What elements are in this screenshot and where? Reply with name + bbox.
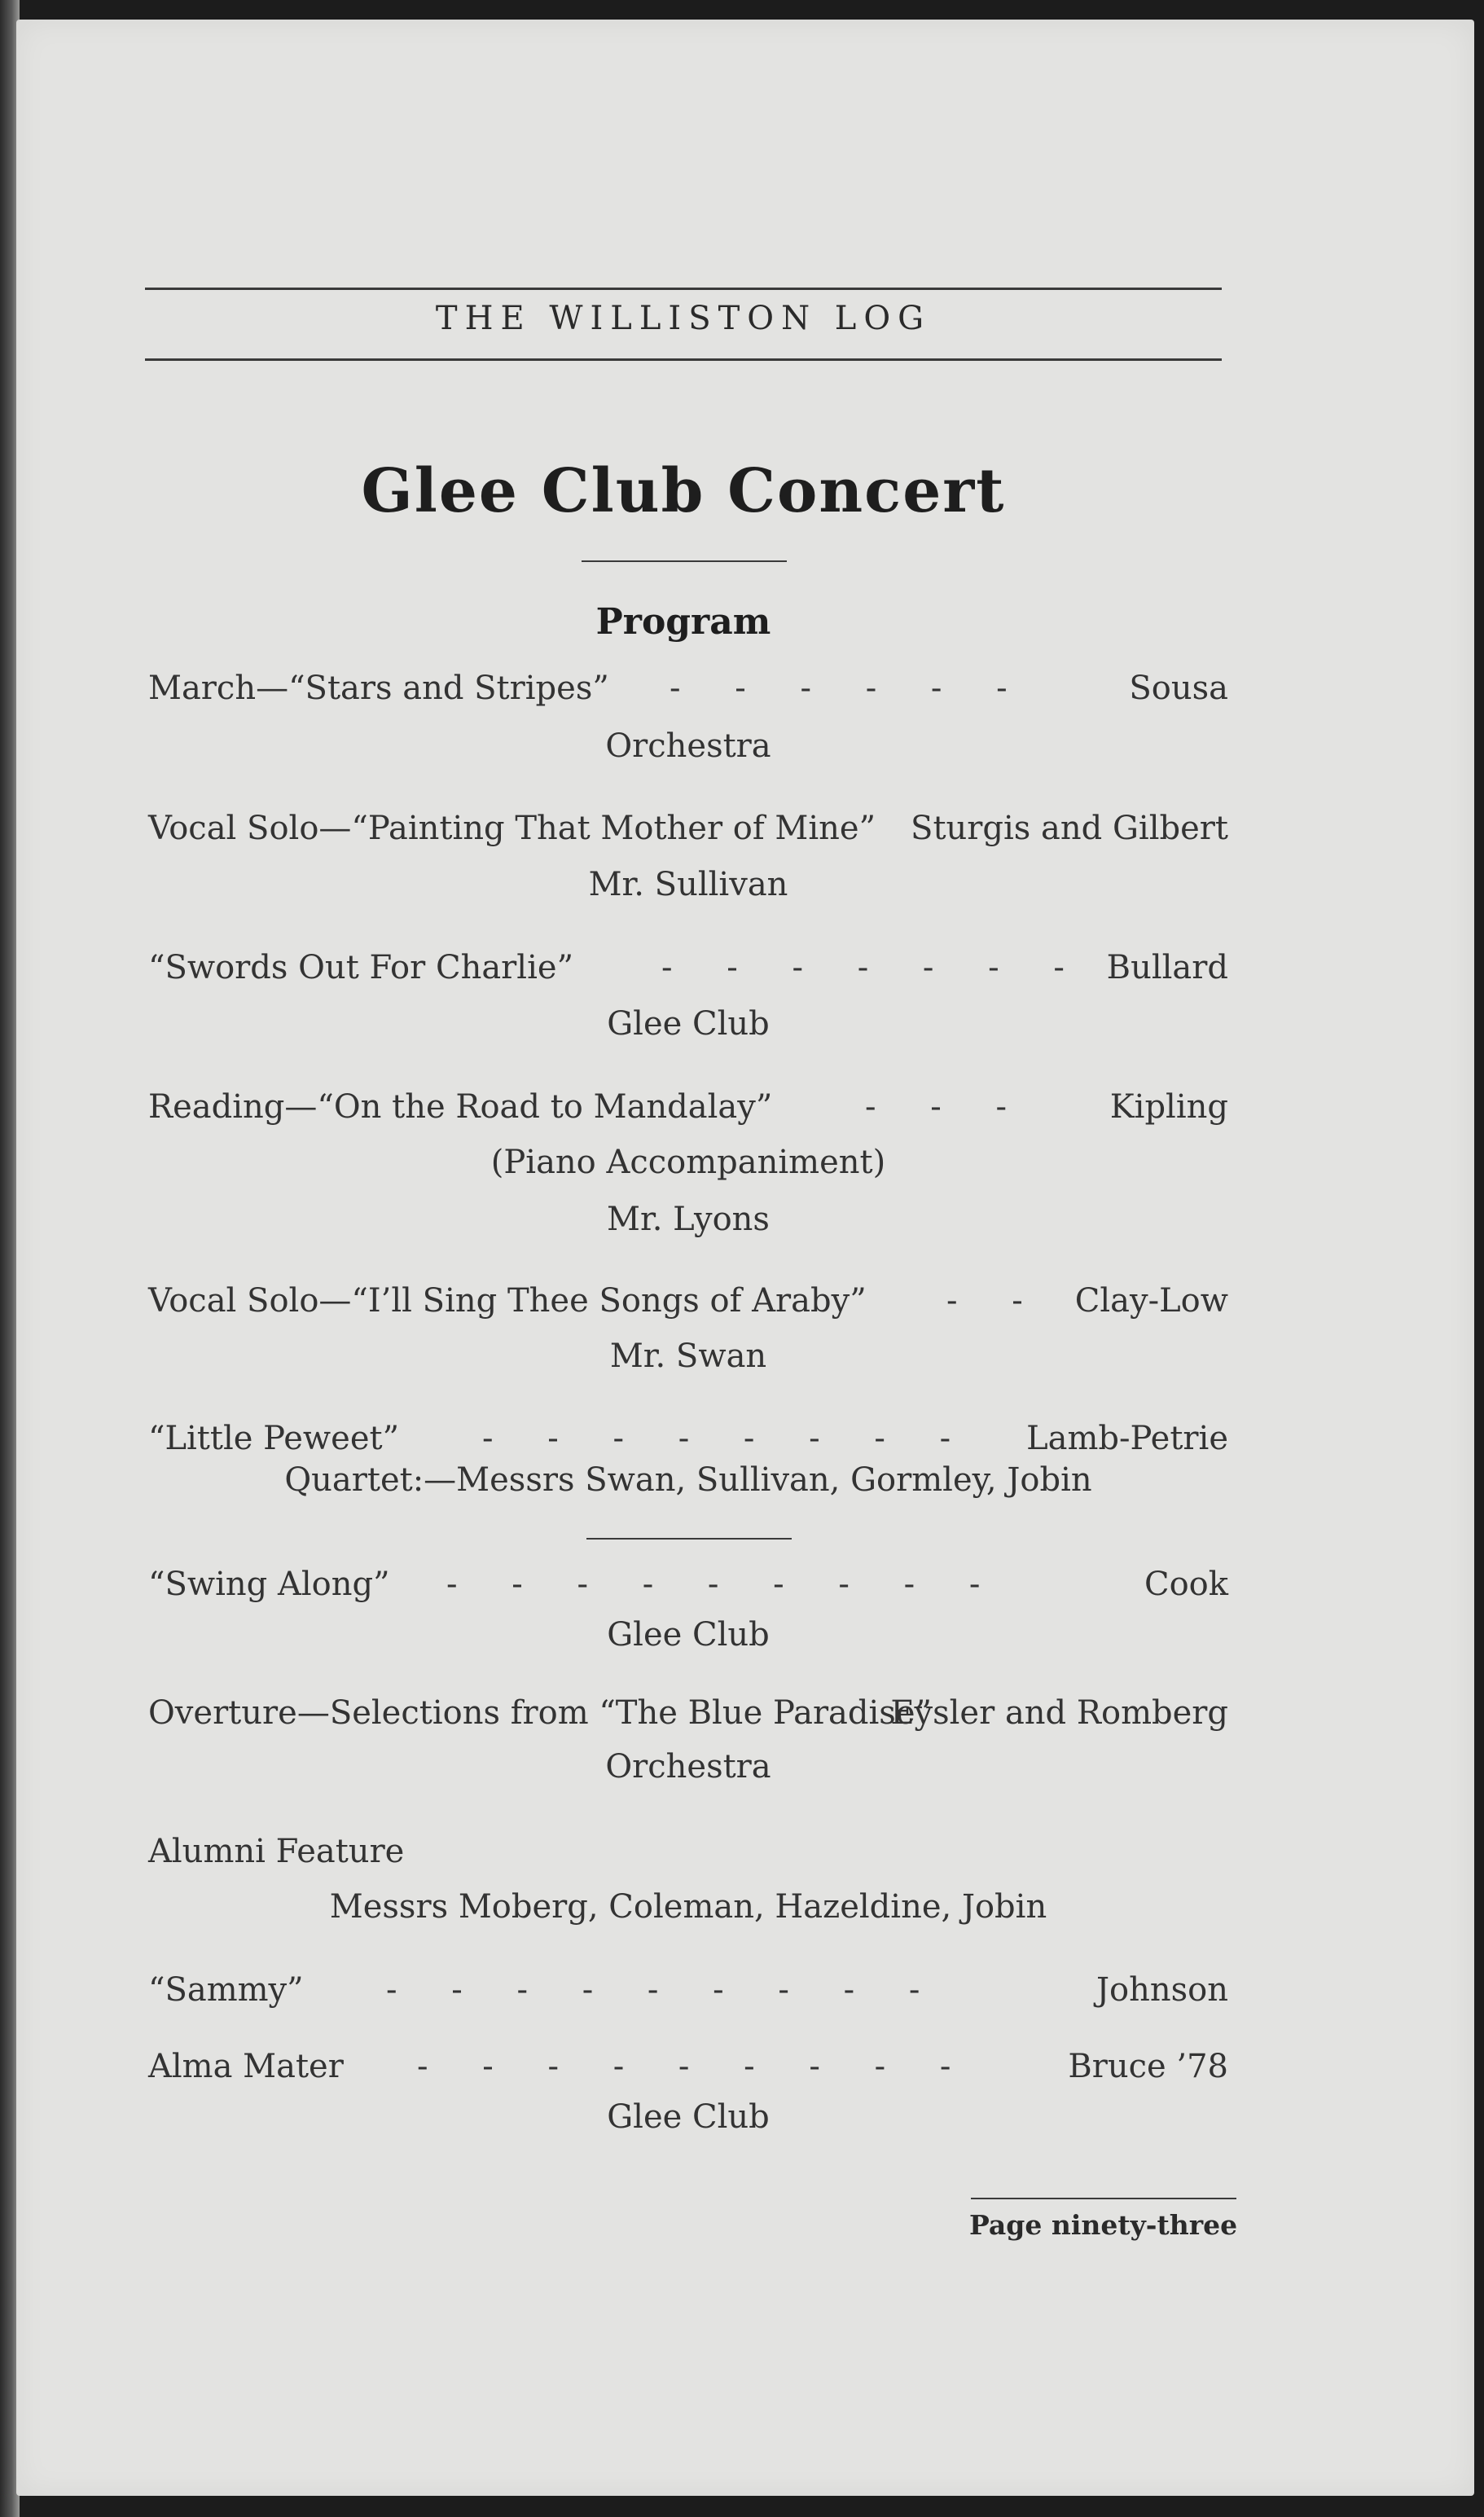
composer: Clay-Low xyxy=(1074,1282,1228,1320)
dash-leader: - - - - - - - xyxy=(661,949,1065,986)
performer: Mr. Sullivan xyxy=(588,866,788,903)
piece-title: “Swing Along” xyxy=(148,1566,390,1603)
piece-title: Alumni Feature xyxy=(148,1833,405,1870)
section-divider xyxy=(586,1538,792,1540)
composer: Johnson xyxy=(1095,1971,1228,2009)
page-number: Page ninety-three xyxy=(969,2209,1238,2241)
piece-title: Vocal Solo—“Painting That Mother of Mine” xyxy=(148,810,876,847)
composer: Kipling xyxy=(1109,1088,1228,1126)
composer: Lamb-Petrie xyxy=(1026,1420,1228,1457)
composer: Bruce ’78 xyxy=(1068,2048,1228,2085)
program-item xyxy=(148,1694,1228,1740)
performer: Glee Club xyxy=(607,1616,770,1654)
dash-leader: - - - - - - - - - xyxy=(446,1566,981,1603)
composer: Bullard xyxy=(1106,949,1228,986)
performer: Mr. Swan xyxy=(609,1338,767,1375)
program-item xyxy=(148,1088,1228,1134)
dash-leader: - - - - - - xyxy=(670,670,1008,707)
piece-title: March—“Stars and Stripes” xyxy=(148,670,609,707)
title-underline xyxy=(582,560,787,562)
dash-leader: - - - - - - - - xyxy=(482,1420,951,1457)
performer: Orchestra xyxy=(605,727,771,765)
dash-leader: - - - xyxy=(865,1088,1007,1126)
piece-title: “Sammy” xyxy=(148,1971,304,2009)
program-item xyxy=(148,1420,1228,1465)
footer-rule xyxy=(971,2198,1236,2199)
piece-title: “Little Peweet” xyxy=(148,1420,400,1457)
composer: Sousa xyxy=(1129,670,1228,707)
performer: Messrs Moberg, Coleman, Hazeldine, Jobin xyxy=(329,1888,1047,1926)
program-item xyxy=(148,1833,1228,1878)
piece-title: Reading—“On the Road to Mandalay” xyxy=(148,1088,773,1126)
performer: Mr. Lyons xyxy=(607,1201,770,1238)
program-item xyxy=(148,670,1228,715)
composer: Sturgis and Gilbert xyxy=(911,810,1228,847)
header-bottom-rule xyxy=(145,358,1222,361)
performer: Glee Club xyxy=(607,2098,770,2136)
dash-leader: - - - - - - - - - xyxy=(386,1971,920,2009)
program-heading: Program xyxy=(595,601,771,643)
piece-title: Alma Mater xyxy=(148,2048,344,2085)
header-top-rule xyxy=(145,288,1222,290)
running-head: THE WILLISTON LOG xyxy=(435,300,932,337)
piece-title: “Swords Out For Charlie” xyxy=(148,949,574,986)
program-item xyxy=(148,1971,1228,2017)
composer: Eysler and Romberg xyxy=(890,1694,1228,1732)
program-item xyxy=(148,1566,1228,1611)
program-item xyxy=(148,949,1228,995)
performance-note: (Piano Accompaniment) xyxy=(490,1144,886,1181)
performer: Orchestra xyxy=(605,1748,771,1786)
dash-leader: - - xyxy=(946,1282,1023,1320)
program-item xyxy=(148,2048,1228,2093)
performer: Glee Club xyxy=(607,1005,770,1043)
program-item xyxy=(148,1282,1228,1328)
dash-leader: - - - - - - - - - xyxy=(417,2048,951,2085)
performer: Quartet:—Messrs Swan, Sullivan, Gormley, Jobin xyxy=(284,1461,1092,1499)
page-title: Glee Club Concert xyxy=(361,456,1006,526)
piece-title: Overture—Selections from “The Blue Paradise” xyxy=(148,1694,932,1732)
piece-title: Vocal Solo—“I’ll Sing Thee Songs of Araby” xyxy=(148,1282,867,1320)
program-item xyxy=(148,810,1228,855)
composer: Cook xyxy=(1144,1566,1228,1603)
